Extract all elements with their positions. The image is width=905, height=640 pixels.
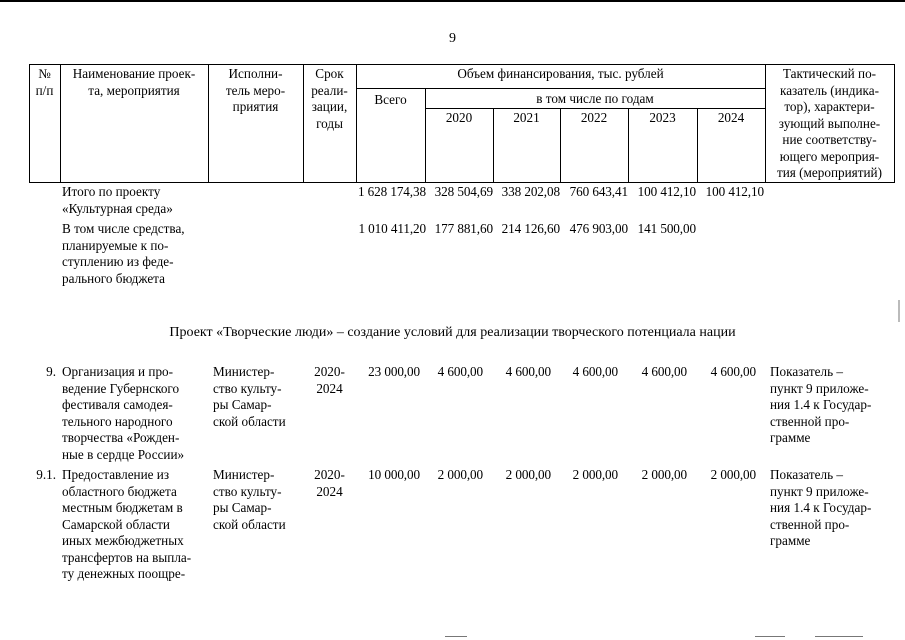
summary-name: В том числе средства, планируемые к по- ступлению из феде- рального бюджета: [62, 221, 185, 286]
row-total: 23 000,00: [368, 364, 420, 379]
row-num: 9.: [46, 364, 56, 379]
row-name: Предоставление из областного бюджета местным бюджетам в Самарской области иных межбюджетных трансфертов на выпла- ту денежных поощре-: [62, 467, 192, 581]
summary-2020: 328 504,69: [434, 184, 493, 199]
row-2024: 4 600,00: [710, 364, 756, 379]
scan-top-border: [0, 0, 905, 2]
row-2022: 4 600,00: [572, 364, 618, 379]
header-year-2020: 2020: [445, 110, 473, 125]
header-funding: Объем финансирования, тыс. рублей: [457, 66, 664, 81]
header-name: Наименование проек- та, мероприятия: [72, 66, 196, 98]
summary-name: Итого по проекту «Культурная среда»: [62, 184, 173, 216]
row-name: Организация и про- ведение Губернского фестиваля самодея- тельного народного творчества «Рожден- ные в сердце России»: [62, 364, 185, 462]
header-year-2021: 2021: [513, 110, 540, 125]
summary-total: 1 010 411,20: [358, 221, 426, 236]
row-num: 9.1.: [36, 467, 56, 482]
row-indicator: Показатель – пункт 9 приложе- ния 1.4 к Государ- ственной про- грамме: [770, 364, 872, 445]
row-2023: 4 600,00: [641, 364, 687, 379]
header-executor: Исполни- тель меро- приятия: [225, 66, 286, 114]
summary-2023: 141 500,00: [637, 221, 696, 236]
summary-2021: 214 126,60: [501, 221, 560, 236]
row-term: 2020- 2024: [314, 467, 345, 499]
header-term: Срок реали- зации, годы: [311, 66, 348, 131]
header-year-2023: 2023: [649, 110, 676, 125]
page-number: 9: [449, 31, 456, 46]
row-2021: 2 000,00: [505, 467, 551, 482]
row-executor: Министер- ство культу- ры Самар- ской области: [213, 364, 286, 429]
summary-2020: 177 881,60: [434, 221, 493, 236]
summary-total: 1 628 174,38: [357, 184, 426, 199]
row-2024: 2 000,00: [710, 467, 756, 482]
header-year-2024: 2024: [717, 110, 745, 125]
row-indicator: Показатель – пункт 9 приложе- ния 1.4 к Государ- ственной про- грамме: [770, 467, 872, 548]
header-by-years: в том числе по годам: [536, 91, 654, 106]
row-total: 10 000,00: [368, 467, 420, 482]
summary-2021: 338 202,08: [501, 184, 560, 199]
row-2020: 4 600,00: [437, 364, 483, 379]
row-2021: 4 600,00: [505, 364, 551, 379]
header-indicator: Тактический по- казатель (индика- тор), характери- зующий выполне- ние соответству- ющего мероприя- тия (мероприятий): [776, 66, 882, 180]
header-total: Всего: [374, 92, 407, 107]
summary-2022: 476 903,00: [569, 221, 628, 236]
row-2022: 2 000,00: [572, 467, 618, 482]
row-executor: Министер- ство культу- ры Самар- ской области: [213, 467, 286, 532]
summary-2024: 100 412,10: [705, 184, 764, 199]
row-2023: 2 000,00: [641, 467, 687, 482]
row-2020: 2 000,00: [437, 467, 483, 482]
header-num: № п/п: [35, 66, 54, 98]
row-term: 2020- 2024: [314, 364, 345, 396]
section-title: Проект «Творческие люди» – создание условий для реализации творческого потенциала нации: [169, 325, 736, 340]
summary-2023: 100 412,10: [637, 184, 696, 199]
header-year-2022: 2022: [580, 110, 608, 125]
summary-2022: 760 643,41: [569, 184, 628, 199]
